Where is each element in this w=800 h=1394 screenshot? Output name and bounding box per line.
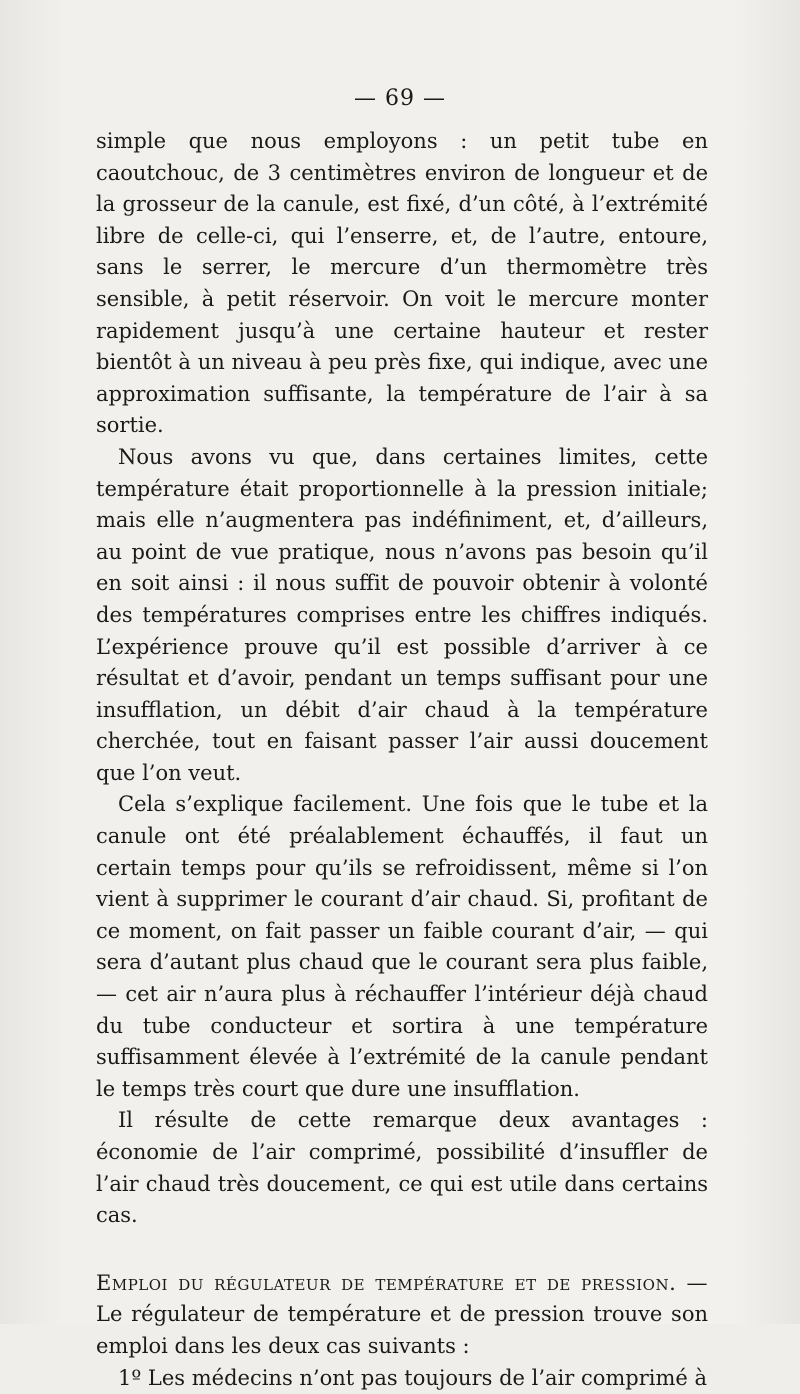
paragraph-section-intro [96,1268,708,1363]
paragraph-advantages: Il résulte de cette remarque deux avantages : économie de l’air comprimé, possibilité d’insuffler de l’air chaud très doucement, ce qui est utile dans certains cas. [96,1108,708,1228]
page-body [96,126,708,1394]
paragraph-temperature-limits: Nous avons vu que, dans certaines limites, cette température était proportionnelle à la pression initiale; mais elle n’augmentera pas indéfiniment, et, d’ailleurs, au point de vue pratique, nous n’avons pas besoin qu’il en soit ainsi : il nous suffit de pouvoir obtenir à volonté des températures comprises entre les chiffres indiqués. L’expérience prouve qu’il est possible d’arriver à ce résultat et d’avoir, pendant un temps suffisant pour une insufflation, un débit d’air chaud à la température cherchée, tout en faisant passer l’air aussi doucement que l’on veut. [96,444,708,785]
section-intro-text: Le régulateur de température et de pression trouve son emploi dans les deux cas suivants : [96,1302,708,1358]
section-heading: Emploi du régulateur de température et de pression. — [96,1270,708,1295]
page-number: — 69 — [354,86,446,111]
section-gap [96,1232,708,1268]
paragraph-case-one: 1º Les médecins n’ont pas toujours de l’air comprimé à [118,1365,708,1390]
paragraph-explanation: Cela s’explique facilement. Une fois que le tube et la canule ont été préalablement échauffés, il faut un certain temps pour qu’ils se refroidissent, même si l’on vient à supprimer le courant d’air chaud. Si, profitant de ce moment, on fait passer un faible courant d’air, — qui sera d’autant plus chaud que le courant sera plus faible, — cet air n’aura plus à réchauffer l’intérieur déjà chaud du tube conducteur et sortira à une température suffisamment élevée à l’extrémité de la canule pendant le temps très court que dure une insufflation. [96,792,708,1101]
paragraph-thermometer: simple que nous employons : un petit tube en caoutchouc, de 3 centimètres environ de longueur et de la grosseur de la canule, est fixé, d’un côté, à l’extrémité libre de celle-ci, qui l’enserre, et, de l’autre, entoure, sans le serrer, le mercure d’un thermomètre très sensible, à petit réservoir. On voit le mercure monter rapidement jusqu’à une certaine hauteur et rester bientôt à un niveau à peu près fixe, qui indique, avec une approximation suffisante, la température de l’air à sa sortie. [96,129,708,438]
